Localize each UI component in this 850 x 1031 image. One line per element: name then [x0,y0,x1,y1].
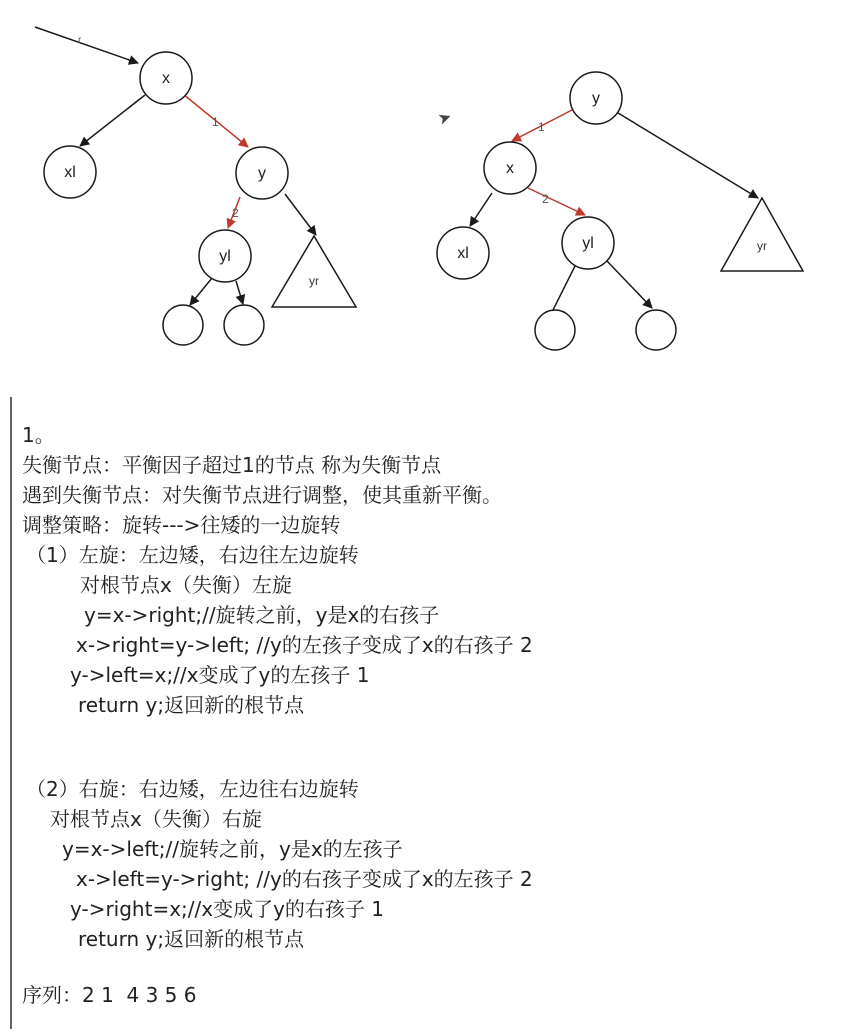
note-line-sequence: 序列：2 1 4 3 5 6 [22,983,197,1007]
left-tree [35,27,356,345]
note-line-right-code-2: x->left=y->right; //y的右孩子变成了x的左孩子 2 [76,867,533,891]
note-line-right-code-3: y->right=x;//x变成了y的右孩子 1 [70,897,385,921]
svg-text:y: y [258,165,266,182]
left-edge-y-yr [285,194,316,235]
right-node-x [484,142,536,194]
left-subtree-yr [272,236,356,307]
note-line-strategy: 调整策略：旋转--->往矮的一边旋转 [22,513,341,537]
left-node-y [236,147,288,199]
note-line-left-code-4: return y;返回新的根节点 [78,693,305,717]
left-root-pointer-arrow [35,27,138,63]
svg-text:xl: xl [64,164,76,181]
note-line-right-rotation-root: 对根节点x（失衡）右旋 [50,807,262,831]
note-line-left-code-2: x->right=y->left; //y的左孩子变成了x的右孩子 2 [76,633,533,657]
right-edge-yl-child2 [606,260,652,308]
note-line-adjust: 遇到失衡节点：对失衡节点进行调整，使其重新平衡。 [22,483,502,507]
right-edge-x-yl [528,188,585,215]
note-line-right-code-4: return y;返回新的根节点 [78,927,305,951]
svg-text:yr: yr [757,239,767,253]
right-node-xl [437,227,489,279]
rotation-diagram [0,0,850,390]
svg-text:xl: xl [457,245,469,262]
note-line-heading: 1。 [22,423,55,447]
note-line-left-code-3: y->left=x;//x变成了y的左孩子 1 [70,663,370,687]
left-node-xl [44,146,96,198]
left-edge-label-1: 1 [212,115,219,129]
right-leaf-1 [535,310,575,350]
right-tree [437,72,803,350]
right-leaf-2 [636,310,676,350]
right-edge-label-2: 2 [542,192,549,206]
note-line-definition: 失衡节点：平衡因子超过1的节点 称为失衡节点 [22,453,442,477]
svg-text:x: x [162,70,170,87]
notes-panel [10,397,846,1029]
right-edge-label-1: 1 [538,120,545,134]
svg-text:yr: yr [309,274,319,288]
mouse-cursor-icon: ➤ [435,106,455,129]
note-line-left-rotation-title: （1）左旋：左边矮，右边往左边旋转 [26,543,359,567]
right-edge-x-xl [470,193,492,226]
left-node-x [140,52,192,104]
right-node-y [570,72,622,124]
left-node-yl [199,230,251,282]
left-edge-yl-child2 [236,281,243,304]
svg-text:yl: yl [219,248,231,265]
left-leaf-1 [163,305,203,345]
note-line-left-rotation-root: 对根节点x（失衡）左旋 [80,573,292,597]
note-line-right-rotation-title: （2）右旋：右边矮，左边往右边旋转 [26,777,359,801]
right-edge-yl-child1 [551,266,575,314]
right-node-yl [562,217,614,269]
right-subtree-yr [721,198,803,271]
svg-text:x: x [506,160,514,177]
note-line-left-code-1: y=x->right;//旋转之前，y是x的右孩子 [84,603,440,627]
svg-text:y: y [592,90,600,107]
left-edge-label-2: 2 [232,206,239,220]
left-root-pointer-label: r [78,35,82,46]
note-line-right-code-1: y=x->left;//旋转之前，y是x的左孩子 [62,837,403,861]
left-edge-x-xl [80,95,145,146]
left-edge-yl-child1 [190,278,212,305]
svg-text:yl: yl [582,235,594,252]
left-leaf-2 [224,305,264,345]
right-edge-y-yr [618,113,758,198]
